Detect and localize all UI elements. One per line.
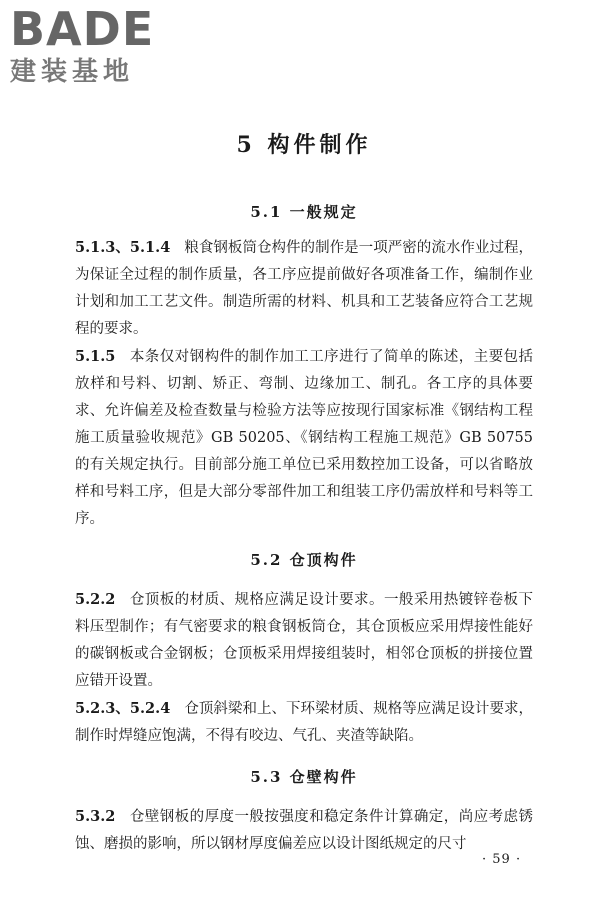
chapter-title: 5 构件制作 [236,132,372,158]
clause-5-1-5 [75,343,533,533]
logo-wordmark: BADE [10,2,155,56]
section-title-5-2: 5.2 仓顶构件 [250,551,358,569]
page-number: · 59 · [482,852,522,867]
section-title-5-3: 5.3 仓壁构件 [250,768,358,786]
clause-text: 本条仅对钢构件的制作加工工序进行了简单的陈述，主要包括放样和号料、切割、矫正、弯制、边缘加工、制孔。各工序的具体要求、允许偏差及检查数量与检验方法等应按现行国家标准《钢结构工程施工质量验收规范》GB 50205、《钢结构工程施工规范》GB 50755 的有关规定执行。目前部分施工单位已采用数控加工设备，可以省略放样和号料工序，但是大部分零部件加工和组装工序仍需放样和号料等工序。 [75,349,533,527]
clause-number: 5.1.5 [75,348,116,365]
document-body [75,128,533,858]
clause-5-1-3 [75,234,533,343]
clause-text: 仓顶斜梁和上、下环梁材质、规格等应满足设计要求，制作时焊缝应饱满，不得有咬边、气孔、夹渣等缺陷。 [75,701,534,744]
bade-logo [10,2,155,87]
clause-number: 5.3.2 [75,808,116,825]
clause-text: 仓顶板的材质、规格应满足设计要求。一般采用热镀锌卷板下料压型制作；有气密要求的粮食钢板筒仓，其仓顶板应采用焊接性能好的碳钢板或合金钢板；仓顶板采用焊接组装时，相邻仓顶板的拼接位置应错开设置。 [75,592,533,689]
clause-5-2-2 [75,586,533,695]
section-title-5-1: 5.1 一般规定 [250,203,358,221]
clause-text: 粮食钢板筒仓构件的制作是一项严密的流水作业过程，为保证全过程的制作质量，各工序应提前做好各项准备工作，编制作业计划和加工工艺文件。制造所需的材料、机具和工艺装备应符合工艺规程的要求。 [75,240,534,337]
clause-5-2-3 [75,695,533,750]
clause-number: 5.2.3、5.2.4 [75,700,171,717]
clause-number: 5.2.2 [75,591,116,608]
clause-text: 仓壁钢板的厚度一般按强度和稳定条件计算确定，尚应考虑锈蚀、磨损的影响，所以钢材厚度偏差应以设计图纸规定的尺寸 [75,809,533,852]
clause-5-3-2 [75,803,533,858]
logo-subtitle: 建装基地 [10,57,135,87]
clause-number: 5.1.3、5.1.4 [75,239,171,256]
